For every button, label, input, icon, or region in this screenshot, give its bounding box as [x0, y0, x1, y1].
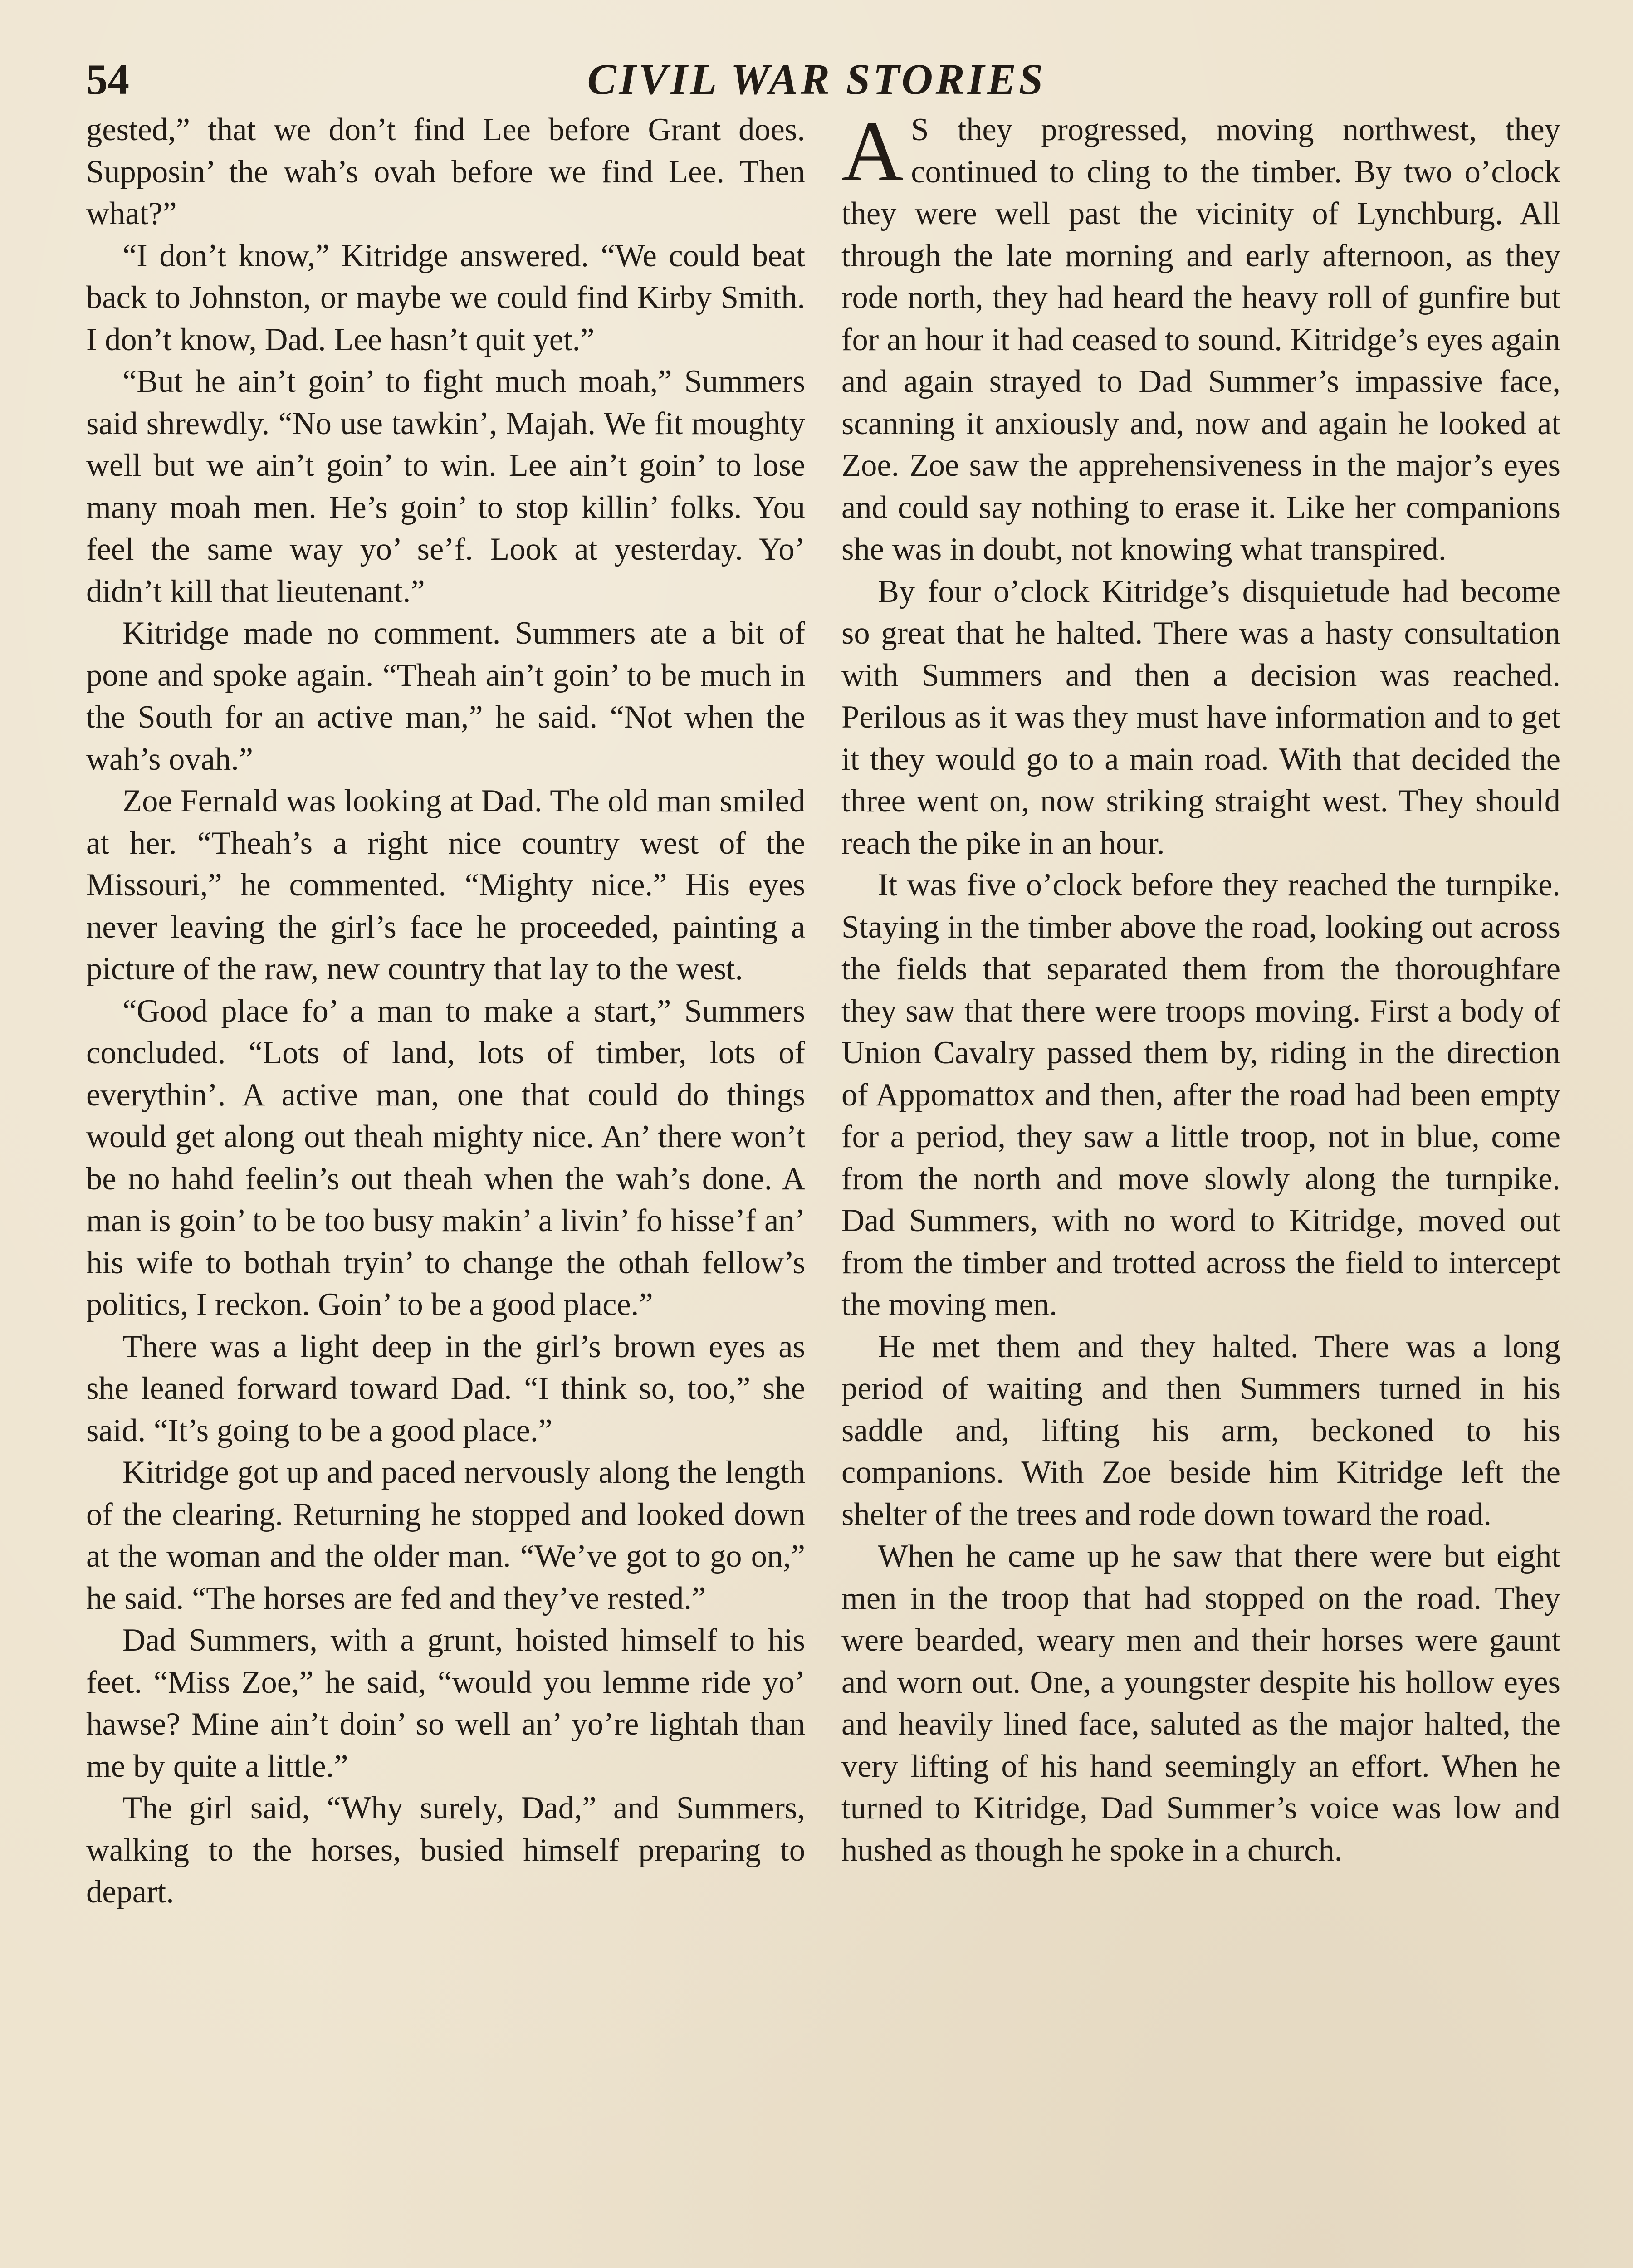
page-header — [86, 45, 1547, 113]
paragraph: “Good place fo’ a man to make a start,” Summers concluded. “Lots of land, lots of timber, lots of everythin’. A active man, one that could do things would get along out theah mighty nice. An’ there won’t be no hahd feelin’s out theah when the wah’s done. A man is goin’ to be too busy makin’ a livin’ fo hisse’f an’ his wife to bothah tryin’ to change the othah fellow’s politics, I reckon. Goin’ to be a good place.” — [86, 993, 805, 1322]
page-number: 54 — [86, 55, 129, 103]
paragraph: Zoe Fernald was looking at Dad. The old man smiled at her. “Theah’s a right nice country west of the Missouri,” he commented. “Mighty nice.” His eyes never leaving the girl’s face he proceeded, painting a picture of the raw, new country that lay to the west. — [86, 783, 805, 987]
section-opening-paragraph — [841, 104, 1560, 571]
paragraph: “I don’t know,” Kitridge answered. “We could beat back to Johnston, or maybe we could find Kirby Smith. I don’t know, Dad. Lee hasn’t quit yet.” — [86, 238, 805, 357]
paragraph: Kitridge got up and paced nervously along the length of the clearing. Returning he stopped and looked down at the woman and the older man. “We’ve got to go on,” he said. “The horses are fed and they’ve rested.” — [86, 1455, 805, 1616]
paragraph: By four o’clock Kitridge’s disquietude had become so great that he halted. There was a hasty consultation with Summers and then a decision was reached. Perilous as it was they must have information and to get it they would go to a main road. With that decided the three went on, now striking straight west. They should reach the pike in an hour. — [841, 573, 1560, 861]
paragraph: He met them and they halted. There was a long period of waiting and then Summers turned in his saddle and, lifting his arm, beckoned to his companions. With Zoe beside him Kitridge left the shelter of the trees and rode down toward the road. — [841, 1329, 1560, 1532]
paragraph: It was five o’clock before they reached the turnpike. Staying in the timber above the road, looking out across the fields that separated them from the thoroughfare they saw that there were troops moving. First a body of Union Cavalry passed them by, riding in the direction of Appomattox and then, after the road had been empty for a period, they saw a little troop, not in blue, come from the north and move slowly along the turnpike. Dad Summers, with no word to Kitridge, moved out from the timber and trotted across the field to intercept the moving men. — [841, 867, 1560, 1322]
drop-cap: A — [841, 104, 904, 199]
paragraph: Dad Summers, with a grunt, hoisted himself to his feet. “Miss Zoe,” he said, “would you lemme ride yo’ hawse? Mine ain’t doin’ so well an’ yo’re lightah than me by quite a little.” — [86, 1623, 805, 1784]
paragraph: gested,” that we don’t find Lee before Grant does. Supposin’ the wah’s ovah before we find Lee. Then what?” — [86, 112, 805, 231]
paragraph: There was a light deep in the girl’s brown eyes as she leaned forward toward Dad. “I think so, too,” she said. “It’s going to be a good place.” — [86, 1329, 805, 1448]
opening-text: S they progressed, moving northwest, they continued to cling to the timber. By two o’clock they were well past the vicinity of Lynchburg. All through the late morning and early afternoon, as they rode north, they had heard the heavy roll of gunfire but for an hour it had ceased to sound. Kitridge’s eyes again and again strayed to Dad Summer’s impassive face, scanning it anxiously and, now and again he looked at Zoe. Zoe saw the apprehensiveness in the major’s eyes and could say nothing to erase it. Like her companions she was in doubt, not knowing what transpired. — [841, 112, 1560, 567]
running-head-title: CIVIL WAR STORIES — [587, 55, 1046, 103]
left-text-column — [86, 109, 805, 2268]
paragraph: When he came up he saw that there were but eight men in the troop that had stopped on the road. They were bearded, weary men and their horses were gaunt and worn out. One, a youngster despite his hollow eyes and heavily lined face, saluted as the major halted, the very lifting of his hand seemingly an effort. When he turned to Kitridge, Dad Summer’s voice was low and hushed as though he spoke in a church. — [841, 1539, 1560, 1868]
paragraph: Kitridge made no comment. Summers ate a bit of pone and spoke again. “Theah ain’t goin’ to be much in the South for an active man,” he said. “Not when the wah’s ovah.” — [86, 616, 805, 777]
paragraph: “But he ain’t goin’ to fight much moah,” Summers said shrewdly. “No use tawkin’, Majah. We fit moughty well but we ain’t goin’ to win. Lee ain’t goin’ to lose many moah men. He’s goin’ to stop killin’ folks. You feel the same way yo’ se’f. Look at yesterday. Yo’ didn’t kill that lieutenant.” — [86, 364, 805, 609]
paragraph: The girl said, “Why surely, Dad,” and Summers, walking to the horses, busied himself preparing to depart. — [86, 1790, 805, 1910]
right-text-column — [841, 104, 1560, 2268]
